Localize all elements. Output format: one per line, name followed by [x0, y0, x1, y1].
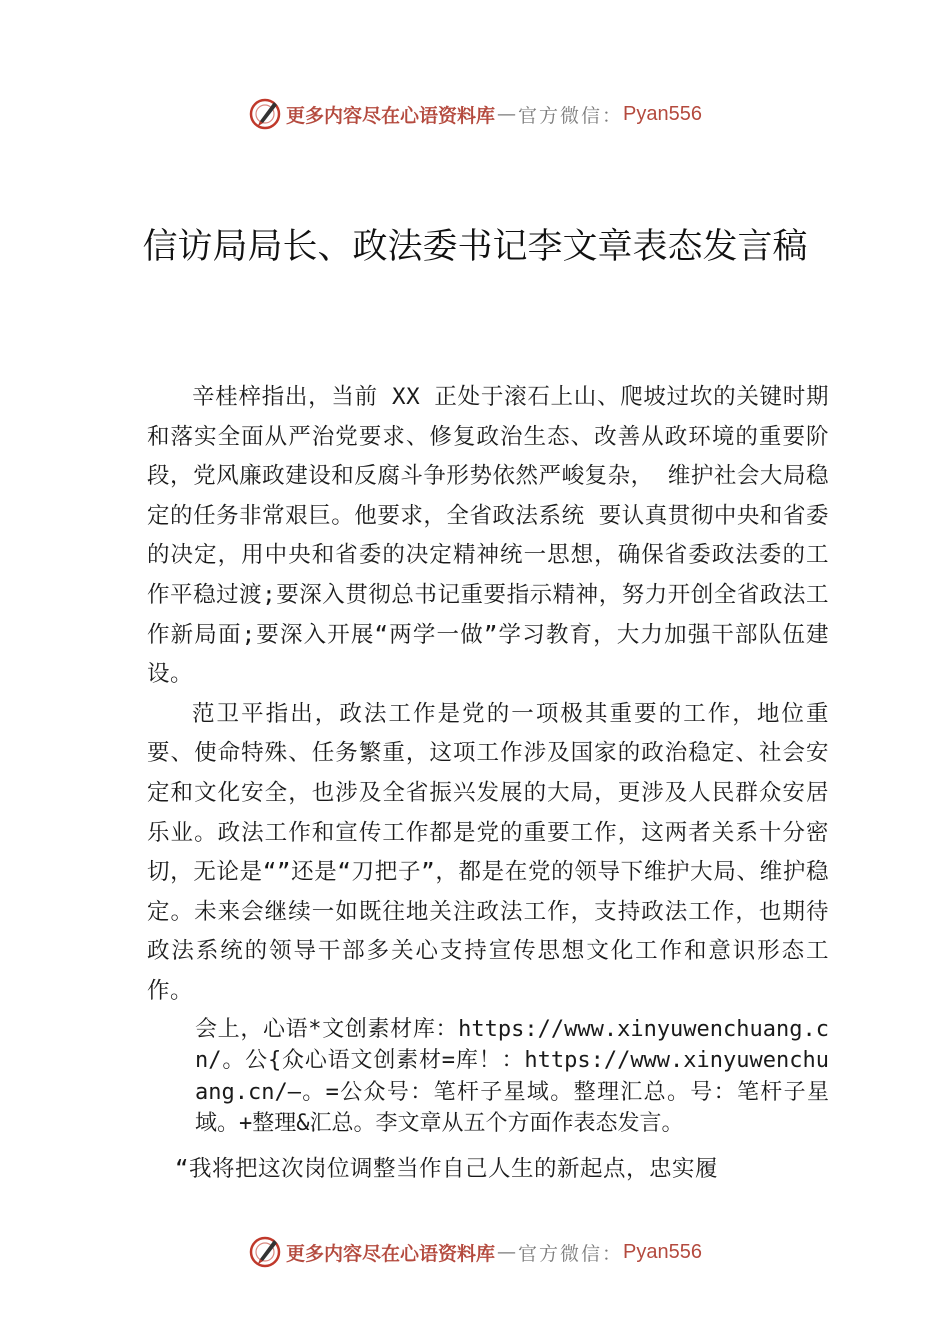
watermark-separator: — — [497, 103, 517, 125]
brush-logo-icon — [248, 97, 282, 131]
paragraph-1: 辛桂梓指出，当前 XX 正处于滚石上山、爬坡过坎的关键时期和落实全面从严治党要求、修复政治生态、改善从政环境的重要阶段，党风廉政建设和反腐斗争形势依然严峻复杂， 维护社会大局稳定的任务非常艰巨。他要求，全省政法系统 要认真贯彻中央和省委的决定，用中央和省委的决定精神统一思想，确保省委政法委的工作平稳过渡;要深入贯彻总书记重要指示精神，努力开创全省政法工作新局面;要深入开展“两学一做”学习教育，大力加强干部队伍建设。 — [147, 384, 829, 688]
paragraph-note: 会上，心语*文创素材库：https://www.xinyuwenchuang.cn/。公{众心语文创素材=库！：https://www.xinyuwenchuang.cn/—。=公众号：笔杆子星域。整理汇总。号：笔杆子星域。+整理&汇总。李文章从五个方面作表态发言。 — [195, 1016, 829, 1136]
watermark-banner-bottom — [0, 1232, 950, 1272]
watermark-wechat-id: Pyan556 — [623, 102, 702, 125]
watermark-main-text: 更多内容尽在心语资料库 — [286, 104, 496, 127]
watermark-wechat-id: Pyan556 — [623, 1240, 702, 1263]
watermark-main-text: 更多内容尽在心语资料库 — [286, 1242, 496, 1265]
watermark-banner-top — [0, 94, 950, 134]
document-body — [147, 378, 829, 1189]
watermark-wechat-label: 官方微信： — [518, 104, 624, 127]
watermark-separator: — — [497, 1241, 517, 1263]
paragraph-quote: “我将把这次岗位调整当作自己人生的新起点，忠实履 — [175, 1155, 719, 1182]
watermark-wechat-label: 官方微信： — [518, 1242, 624, 1265]
paragraph-2: 范卫平指出，政法工作是党的一项极其重要的工作，地位重要、使命特殊、任务繁重，这项工作涉及国家的政治稳定、社会安定和文化安全，也涉及全省振兴发展的大局，更涉及人民群众安居乐业。政法工作和宣传工作都是党的重要工作，这两者关系十分密切，无论是“”还是“刀把子”，都是在党的领导下维护大局、维护稳定。未来会继续一如既往地关注政法工作，支持政法工作，也期待政法系统的领导干部多关心支持宣传思想文化工作和意识形态工作。 — [147, 700, 829, 1004]
brush-logo-icon — [248, 1235, 282, 1269]
document-title: 信访局局长、政法委书记李文章表态发言稿 — [142, 227, 808, 267]
